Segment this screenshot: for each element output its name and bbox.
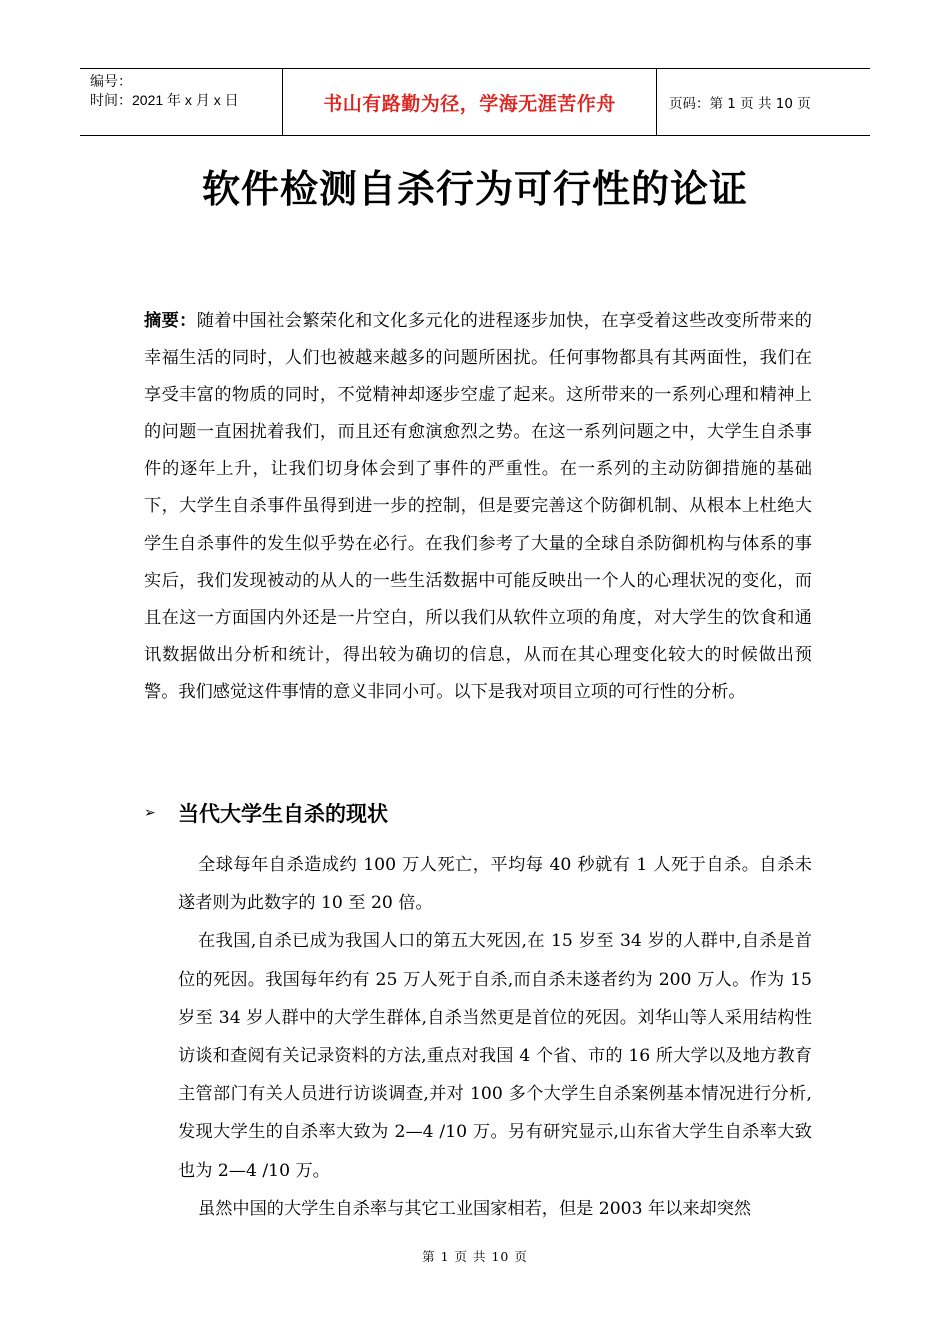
abstract-label: 摘要： <box>144 311 197 331</box>
header-page-cell <box>657 69 870 135</box>
abstract-text: 随着中国社会繁荣化和文化多元化的进程逐步加快，在享受着这些改变所带来的幸福生活的同时，人们也被越来越多的问题所困扰。任何事物都具有其两面性，我们在享受丰富的物质的同时，不觉精神却逐步空虚了起来。这所带来的一系列心理和精神上的问题一直困扰着我们，而且还有愈演愈烈之势。在这一系列问题之中，大学生自杀事件的逐年上升，让我们切身体会到了事件的严重性。在一系列的主动防御措施的基础下，大学生自杀事件虽得到进一步的控制，但是要完善这个防御机制、从根本上杜绝大学生自杀事件的发生似乎势在必行。在我们参考了大量的全球自杀防御机构与体系的事实后，我们发现被动的从人的一些生活数据中可能反映出一个人的心理状况的变化，而且在这一方面国内外还是一片空白，所以我们从软件立项的角度，对大学生的饮食和通讯数据做出分析和统计，得出较为确切的信息，从而在其心理变化较大的时候做出预警。我们感觉这件事情的意义非同小可。以下是我对项目立项的可行性的分析。 <box>144 311 812 702</box>
header-meta-cell <box>80 69 283 135</box>
document-title: 软件检测自杀行为可行性的论证 <box>201 167 748 211</box>
abstract-paragraph <box>144 303 812 711</box>
section-body <box>178 846 812 1228</box>
arrow-bullet-icon: ➢ <box>144 805 156 821</box>
document-date: 时间：2021 年 x 月 x 日 <box>90 92 239 108</box>
header-page-info: 页码：第 1 页 共 10 页 <box>669 96 811 112</box>
header-motto: 书山有路勤为径，学海无涯苦作舟 <box>323 92 616 115</box>
header-motto-cell <box>283 69 657 135</box>
body-paragraph: 全球每年自杀造成约 100 万人死亡，平均每 40 秒就有 1 人死于自杀。自杀未遂者则为此数字的 10 至 20 倍。 <box>178 855 812 914</box>
page-footer: 第 1 页 共 10 页 <box>422 1249 528 1264</box>
document-number-label: 编号： <box>90 73 132 89</box>
body-paragraph: 虽然中国的大学生自杀率与其它工业国家相若，但是 2003 年以来却突然 <box>198 1198 752 1219</box>
body-paragraph: 在我国,自杀已成为我国人口的第五大死因,在 15 岁至 34 岁的人群中,自杀是首位的死因。我国每年约有 25 万人死于自杀,而自杀未遂者约为 200 万人。作为 15 岁至 34 岁人群中的大学生群体,自杀当然更是首位的死因。刘华山等人采用结构性访谈和查阅有关记录资料的方法,重点对我国 4 个省、市的 16 所大学以及地方教育主管部门有关人员进行访谈调查,并对 100 多个大学生自杀案例基本情况进行分析,发现大学生的自杀率大致为 2—4 /10 万。另有研究显示,山东省大学生自杀率大致也为 2—4 /10 万。 <box>178 931 812 1181</box>
section-heading <box>144 798 388 828</box>
header-table <box>80 68 870 136</box>
section-title: 当代大学生自杀的现状 <box>178 802 388 826</box>
